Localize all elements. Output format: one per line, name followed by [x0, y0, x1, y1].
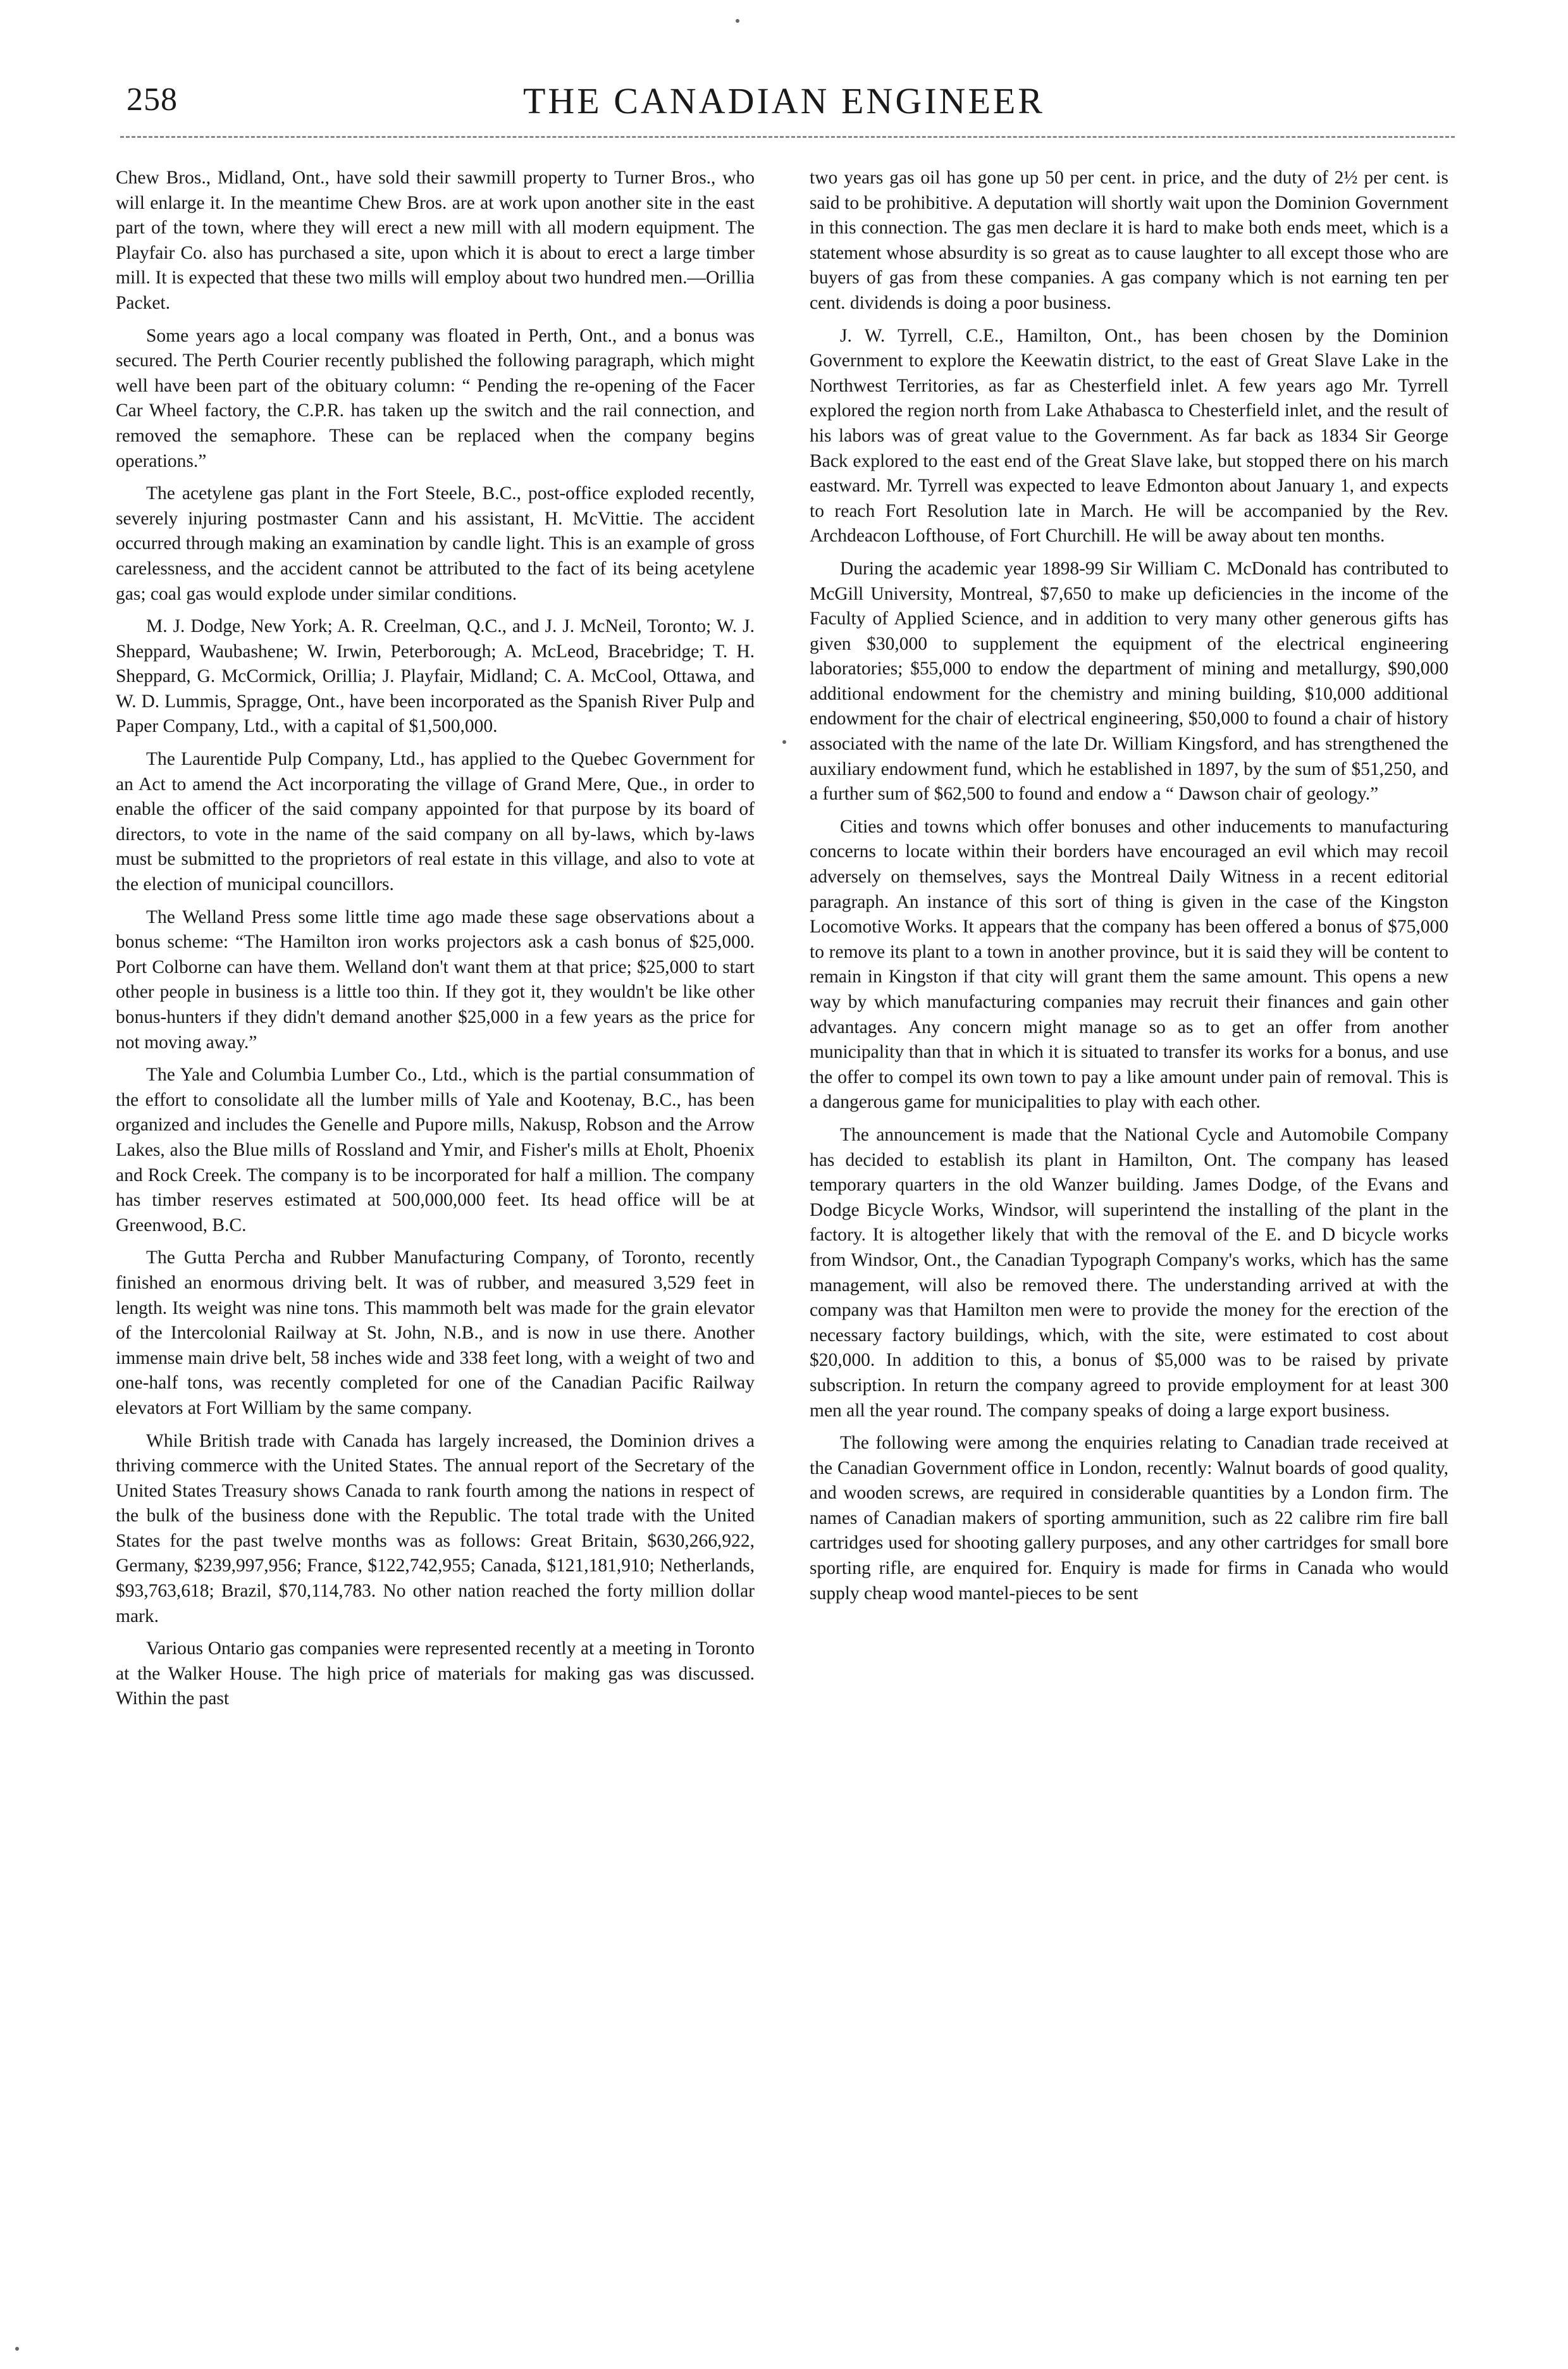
article-yale-columbia-lumber: The Yale and Columbia Lumber Co., Ltd., which is the partial consummation of the effort to consolidate all the lumber mills of Yale and Kootenay, B.C., has been organized and includes the Genelle and Pupore mills, Nakusp, Robson and the Arrow Lakes, also the Blue mills of Rossland and Ymir, and Fisher's mills at Eholt, Phoenix and Rock Creek. The company is to be incorporated for half a million. The company has timber reserves estimated at 500,000,000 feet. Its head office will be at Greenwood, B.C. — [116, 1065, 755, 1235]
article-welland-press: The Welland Press some little time ago made these sage observations about a bonus scheme: “The Hamilton iron works projectors ask a cash bonus of $25,000. Port Colborne can have them. Welland don't want them at that price; $25,000 to start other people in business is a little too thin. If they got it, they wouldn't be like other bonus-hunters if they didn't demand another $25,000 in a few years as the price for not moving away.” — [116, 906, 755, 1053]
article-gutta-percha-belt: The Gutta Percha and Rubber Manufacturing Company, of Toronto, recently finished an enormous driving belt. It was of rubber, and measured 3,529 feet in length. Its weight was nine tons. This mammoth belt was made for the grain elevator of the Intercolonial Railway at St. John, N.B., and is now in use there. Another immense main drive belt, 58 inches wide and 338 feet long, with a weight of two and one-half tons, was recently completed for one of the Canadian Pacific Railway elevators at Fort William by the same company. — [116, 1247, 755, 1418]
article-national-cycle: The announcement is made that the National Cycle and Automobile Company has decided to establish its plant in Hamilton, Ont. The company has leased temporary quarters in the old Wanzer building. James Dodge, of the Evans and Dodge Bicycle Works, Windsor, will superintend the installing of the plant in the factory. It is altogether likely that with the removal of the E. and D bicycle works from Windsor, Ont., the Canadian Typograph Company's works, which has the same management, will also be removed there. The understanding arrived at with the company was that Hamilton men were to provide the money for the erection of the necessary factory buildings, which, with the site, were estimated to cost about $20,000. In addition to this, a bonus of $5,000 was to be raised by private subscription. In return the company agreed to provide employment for at least 300 men all the year round. The company speaks of doing a large export business. — [810, 1124, 1448, 1421]
right-column — [810, 166, 1448, 1614]
article-mcdonald-mcgill: During the academic year 1898-99 Sir William C. McDonald has contributed to McGill University, Montreal, $7,650 to make up deficiencies in the income of the Faculty of Applied Science, and in addition to very many other generous gifts has given $30,000 to supplement the equipment of the electrical engineering laboratories; $55,000 to endow the department of mining and metallurgy, $90,000 additional endowment for the chemistry and mining building, $10,000 additional endowment for the chair of electrical engineering, $50,000 to found a chair of history associated with the name of the late Dr. William Kingsford, and has strengthened the auxiliary endowment fund, which he established in 1897, by the sum of $51,250, and a further sum of $62,500 to found and endow a “ Dawson chair of geology.” — [810, 558, 1448, 805]
article-acetylene-explosion: The acetylene gas plant in the Fort Steele, B.C., post-office exploded recently, severely injuring postmaster Cann and his assistant, H. McVittie. The accident occurred through making an examination by candle light. This is an example of gross carelessness, and the accident cannot be attributed to the fact of its being acetylene gas; coal gas would explode under similar conditions. — [116, 483, 755, 604]
page-number: 258 — [127, 82, 178, 118]
print-speck — [736, 19, 739, 23]
article-chew-bros: Chew Bros., Midland, Ont., have sold their sawmill property to Turner Bros., who will enlarge it. In the meantime Chew Bros. are at work upon another site in the east part of the town, where they will erect a new mill with all modern equipment. The Playfair Co. also has purchased a site, upon which it is about to erect a large timber mill. It is expected that these two mills will employ about two hundred men.—Orillia Packet. — [116, 168, 755, 313]
article-trade-enquiries: The following were among the enquiries relating to Canadian trade received at the Canadian Government office in London, recently: Walnut boards of good quality, and wooden screws, are required in considerable quantities by a London firm. The names of Canadian makers of sporting ammunition, such as 22 calibre rim fire ball cartridges used for shooting gallery purposes, and any other cartridges for small bore sporting rifle, are enquired for. Enquiry is made for firms in Canada who would supply cheap wood mantel-pieces to be sent — [810, 1433, 1448, 1604]
article-tyrrell-expedition: J. W. Tyrrell, C.E., Hamilton, Ont., has been chosen by the Dominion Government to explore the Keewatin district, to the east of Great Slave Lake in the Northwest Territories, as far as Chesterfield inlet. A few years ago Mr. Tyrrell explored the region north from Lake Athabasca to Chesterfield inlet, and the result of his labors was of great value to the Government. As far back as 1834 Sir George Back explored to the east end of the Great Slave lake, but stopped there on his march eastward. Mr. Tyrrell was expected to leave Edmonton about January 1, and expects to reach Fort Resolution late in March. He will be accompanied by the Rev. Archdeacon Lofthouse, of Fort Churchill. He will be away about ten months. — [810, 325, 1448, 547]
article-perth-bonus: Some years ago a local company was floated in Perth, Ont., and a bonus was secured. The Perth Courier recently published the following paragraph, which might well have been part of the obituary column: “ Pending the re-opening of the Facer Car Wheel factory, the C.P.R. has taken up the switch and the rail connection, and removed the semaphore. These can be replaced when the company begins operations.” — [116, 325, 755, 471]
article-ontario-gas: Various Ontario gas companies were represented recently at a meeting in Toronto at the Walker House. The high price of materials for making gas was discussed. Within the past — [116, 1638, 755, 1709]
article-spanish-river-pulp: M. J. Dodge, New York; A. R. Creelman, Q.C., and J. J. McNeil, Toronto; W. J. Sheppard, Waubashene; W. Irwin, Peterborough; A. McLeod, Bracebridge; T. H. Sheppard, G. McCormick, Orillia; J. Playfair, Midland; C. A. McCool, Ottawa, and W. D. Lummis, Spragge, Ont., have been incorporated as the Spanish River Pulp and Paper Company, Ltd., with a capital of $1,500,000. — [116, 616, 755, 737]
print-speck — [782, 740, 786, 744]
article-laurentide-pulp: The Laurentide Pulp Company, Ltd., has applied to the Quebec Government for an Act to amend the Act incorporating the village of Grand Mere, Que., in order to enable the officer of the said company appointed for that purpose by its board of directors, to vote in the name of the said company on all by-laws, which by-laws must be submitted to the proprietors of real estate in this village, and also to vote at the election of municipal councillors. — [116, 749, 755, 895]
publication-title: THE CANADIAN ENGINEER — [522, 80, 1045, 121]
article-bonus-evil: Cities and towns which offer bonuses and other inducements to manufacturing concerns to locate within their borders have encouraged an evil which may recoil adversely on themselves, says the Montreal Daily Witness in a recent editorial paragraph. An instance of this sort of thing is given in the case of the Kingston Locomotive Works. It appears that the company has been offered a bonus of $75,000 to remove its plant to a town in another province, but it is said they will be content to remain in Kingston if that city will grant them the same amount. This opens a new way by which manufacturing companies may recruit their finances and gain other advantages. Any concern might manage so as to get an offer from another municipality than that in which it is situated to transfer its works for a bonus, and use the offer to compel its own town to pay a like amount under pain of removal. This is a dangerous game for municipalities to play with each other. — [810, 816, 1448, 1113]
header-rule — [120, 136, 1455, 138]
print-speck — [15, 2347, 19, 2351]
article-ontario-gas-continued: two years gas oil has gone up 50 per cent. in price, and the duty of 2½ per cent. is said to be prohibitive. A deputation will shortly wait upon the Dominion Government in this connection. The gas men declare it is hard to make both ends meet, which is a statement whose absurdity is so great as to cause laughter to all except those who are buyers of gas from these companies. A gas company which is not earning ten per cent. dividends is doing a poor business. — [810, 168, 1448, 313]
article-british-trade: While British trade with Canada has largely increased, the Dominion drives a thriving commerce with the United States. The annual report of the Secretary of the United States Treasury shows Canada to rank fourth among the nations in respect of the bulk of the business done with the Republic. The total trade with the United States for the past twelve months was as follows: Great Britain, $630,266,922, Germany, $239,997,956; France, $122,742,955; Canada, $121,181,910; Netherlands, $93,763,618; Brazil, $70,114,783. No other nation reached the forty million dollar mark. — [116, 1430, 755, 1626]
left-column — [116, 166, 755, 1719]
